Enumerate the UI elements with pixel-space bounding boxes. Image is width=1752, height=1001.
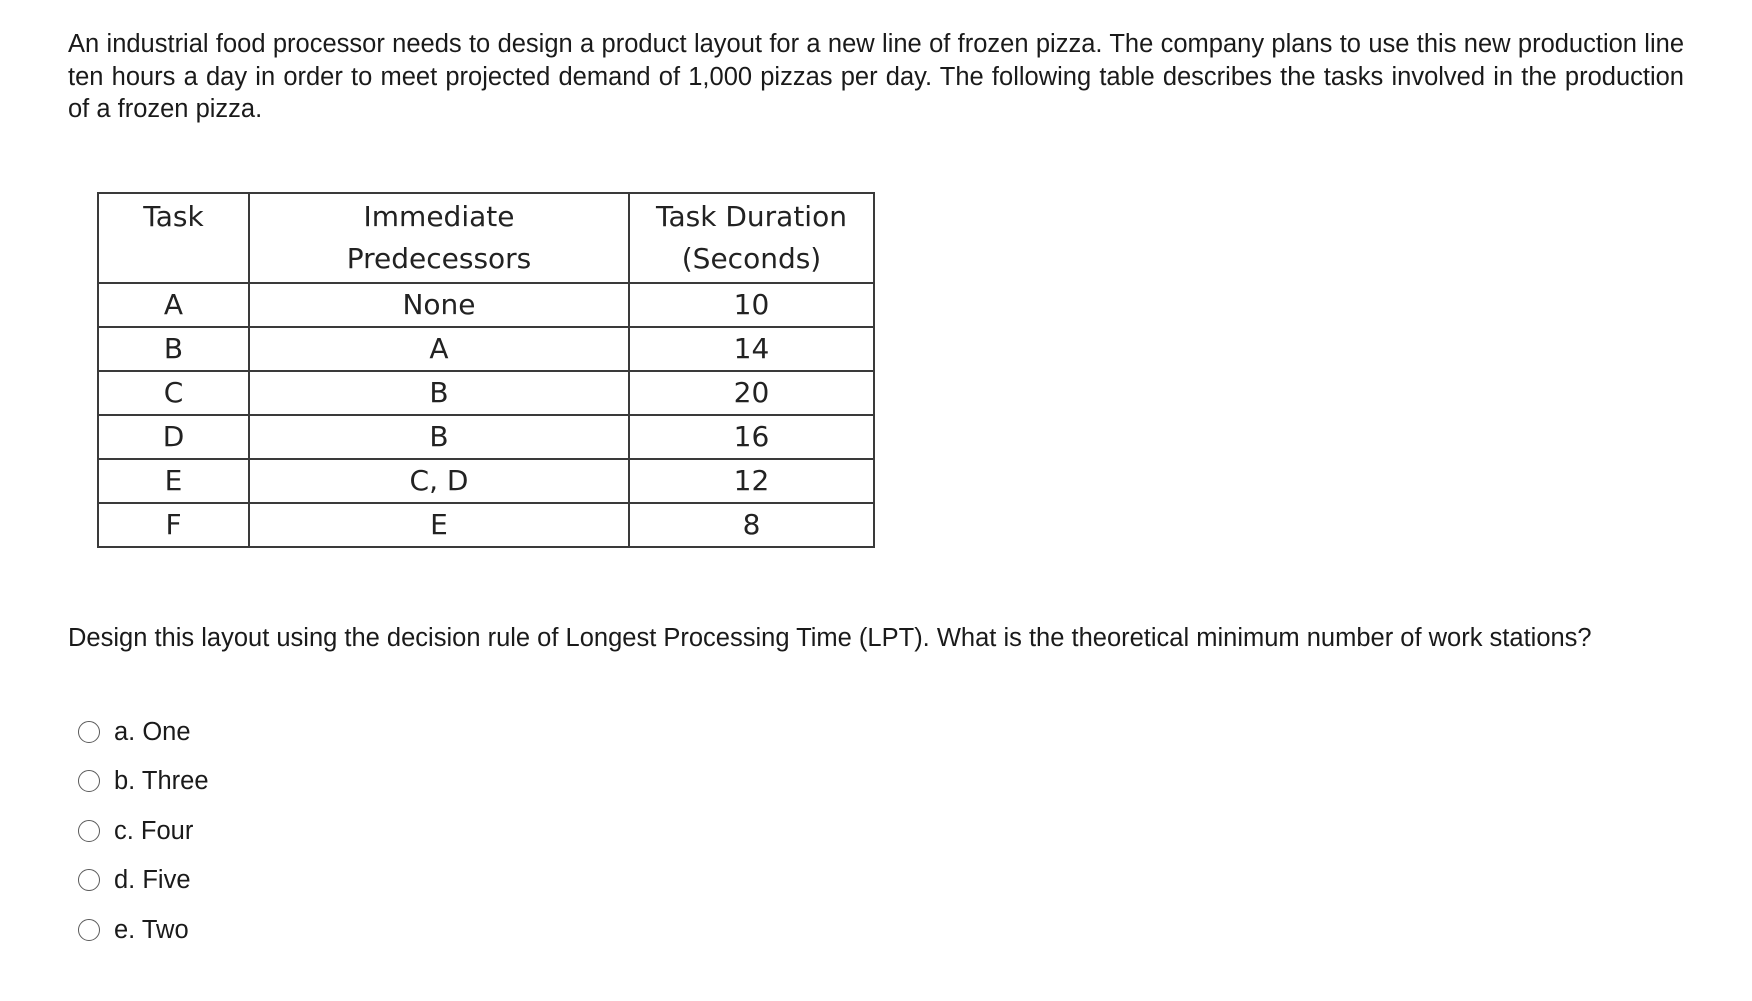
radio-button-icon[interactable] xyxy=(78,820,100,842)
radio-button-icon[interactable] xyxy=(78,869,100,891)
question-text: Design this layout using the decision rule of Longest Processing Time (LPT). What is the theoretical minimum number of work stations? xyxy=(68,624,1592,652)
answer-options xyxy=(78,707,209,955)
table-row xyxy=(98,327,874,371)
cell-predecessors: B xyxy=(249,371,629,415)
cell-task: B xyxy=(98,327,249,371)
cell-predecessors: B xyxy=(249,415,629,459)
header-duration-line2: (Seconds) xyxy=(681,242,822,275)
cell-duration: 16 xyxy=(629,415,874,459)
cell-predecessors: A xyxy=(249,327,629,371)
option-b[interactable] xyxy=(78,757,209,807)
cell-duration: 20 xyxy=(629,371,874,415)
option-label[interactable]: a. One xyxy=(114,717,191,746)
cell-task: E xyxy=(98,459,249,503)
option-d[interactable] xyxy=(78,856,209,906)
option-label[interactable]: c. Four xyxy=(114,816,194,845)
cell-predecessors: E xyxy=(249,503,629,547)
header-task xyxy=(98,193,249,283)
table-row xyxy=(98,503,874,547)
header-predecessors xyxy=(249,193,629,283)
cell-duration: 14 xyxy=(629,327,874,371)
cell-duration: 12 xyxy=(629,459,874,503)
table-header-row xyxy=(98,193,874,283)
table-row xyxy=(98,283,874,327)
header-predecessors-line2: Predecessors xyxy=(346,242,532,275)
option-label[interactable]: b. Three xyxy=(114,767,209,796)
radio-button-icon[interactable] xyxy=(78,919,100,941)
cell-task: D xyxy=(98,415,249,459)
cell-duration: 10 xyxy=(629,283,874,327)
table-row xyxy=(98,459,874,503)
cell-predecessors: None xyxy=(249,283,629,327)
header-task-label: Task xyxy=(143,200,204,233)
table-row xyxy=(98,415,874,459)
option-e[interactable] xyxy=(78,905,209,955)
option-a[interactable] xyxy=(78,707,209,757)
option-label[interactable]: d. Five xyxy=(114,866,191,895)
option-label[interactable]: e. Two xyxy=(114,915,189,944)
task-table xyxy=(97,192,875,548)
cell-task: F xyxy=(98,503,249,547)
intro-paragraph: An industrial food processor needs to design a product layout for a new line of frozen pizza. The company plans to use this new production line ten hours a day in order to meet projected demand of 1,000 pizzas per day. The following table describes the tasks involved in the production of a frozen pizza. xyxy=(68,30,1684,123)
table-row xyxy=(98,371,874,415)
header-predecessors-line1: Immediate xyxy=(363,200,515,233)
radio-button-icon[interactable] xyxy=(78,770,100,792)
cell-predecessors: C, D xyxy=(249,459,629,503)
cell-task: A xyxy=(98,283,249,327)
radio-button-icon[interactable] xyxy=(78,721,100,743)
header-duration-line1: Task Duration xyxy=(656,200,847,233)
option-c[interactable] xyxy=(78,806,209,856)
cell-task: C xyxy=(98,371,249,415)
header-duration xyxy=(629,193,874,283)
cell-duration: 8 xyxy=(629,503,874,547)
